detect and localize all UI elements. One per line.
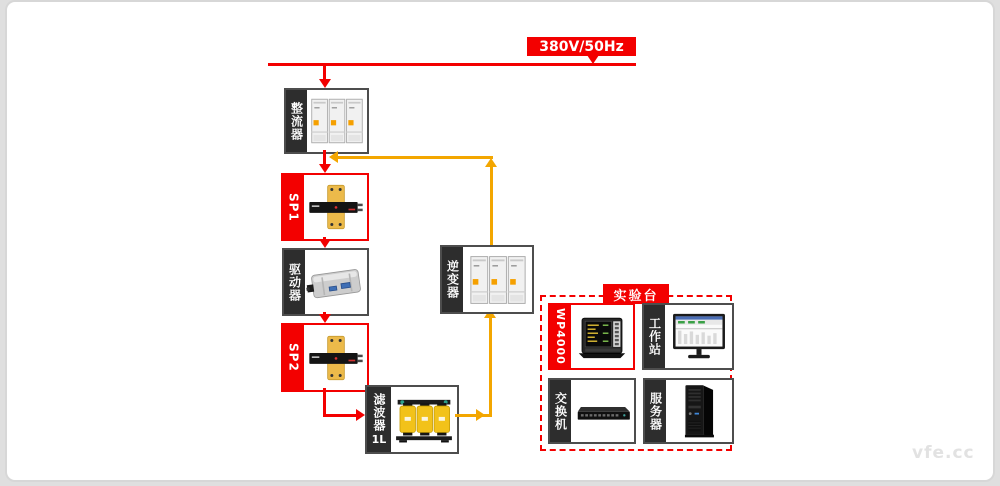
driver-label: 驱动器 [287,262,302,302]
driver-box [282,248,369,316]
arrow-bus-to-rectifier-head [319,79,331,88]
server-strip [645,380,666,442]
arrow-driver-to-sp2-head [319,314,331,323]
rectifier-box [284,88,369,154]
switch-label: 交换机 [553,391,568,431]
filter-label: 滤波器 [372,393,386,432]
supply-label-arrow-icon [587,55,599,64]
inverter-strip [442,247,463,312]
arrow-sp1-to-driver-head [319,239,331,248]
arrow-rectifier-to-sp1 [323,150,326,165]
rectifier-strip [286,90,307,152]
line-sp2-down [323,388,326,417]
wp4000-box [548,303,635,370]
workstation-label: 工作站 [647,317,662,356]
wp4000-analyzer-image [571,305,633,368]
workstation-box [642,303,734,370]
wp4000-label: WP4000 [554,308,567,365]
server-image [666,380,732,442]
arrow-rectifier-to-sp1-head [319,164,331,173]
sp1-sensor-image [304,175,367,239]
filter-box [365,385,459,454]
watermark-text: vfe.cc [912,443,975,463]
server-box [643,378,734,444]
line-inverter-up [490,167,493,245]
driver-strip [284,250,305,314]
line-feedback-left [338,156,493,159]
wp4000-strip [550,305,571,368]
rectifier-image [307,90,367,152]
inverter-box [440,245,534,314]
line-up-to-inverter [489,318,492,417]
supply-voltage-label: 380V/50Hz [527,37,636,56]
switch-box [548,378,636,444]
switch-strip [550,380,571,442]
filter-sub-label: 1L [371,433,387,446]
rectifier-label: 整流器 [289,101,304,141]
arrow-inverter-up-head [485,158,497,167]
switch-image [571,380,634,442]
filter-strip [367,387,391,452]
arrow-bus-to-rectifier [323,66,326,80]
sp2-sensor-image [304,325,367,390]
sp2-label: SP2 [286,343,301,372]
driver-image [305,250,367,314]
arrow-feedback-left-head [329,151,338,163]
arrow-sp2-to-filter-head [356,409,365,421]
workstation-monitor-image [665,305,732,368]
line-filter-right [455,414,492,417]
sp2-sensor-box [281,323,369,392]
inverter-label: 逆变器 [445,260,460,299]
server-label: 服务器 [648,391,663,431]
diagram-card [5,0,995,482]
filter-image [391,387,457,452]
inverter-image [463,247,532,312]
sp1-sensor-box [281,173,369,241]
sp1-label: SP1 [286,192,301,222]
workstation-strip [644,305,665,368]
sp1-strip [283,175,304,239]
arrow-filter-right-head [476,409,485,421]
line-sp2-to-filter [323,414,356,417]
sp2-strip [283,325,304,390]
test-bench-title: 实验台 [603,284,669,304]
